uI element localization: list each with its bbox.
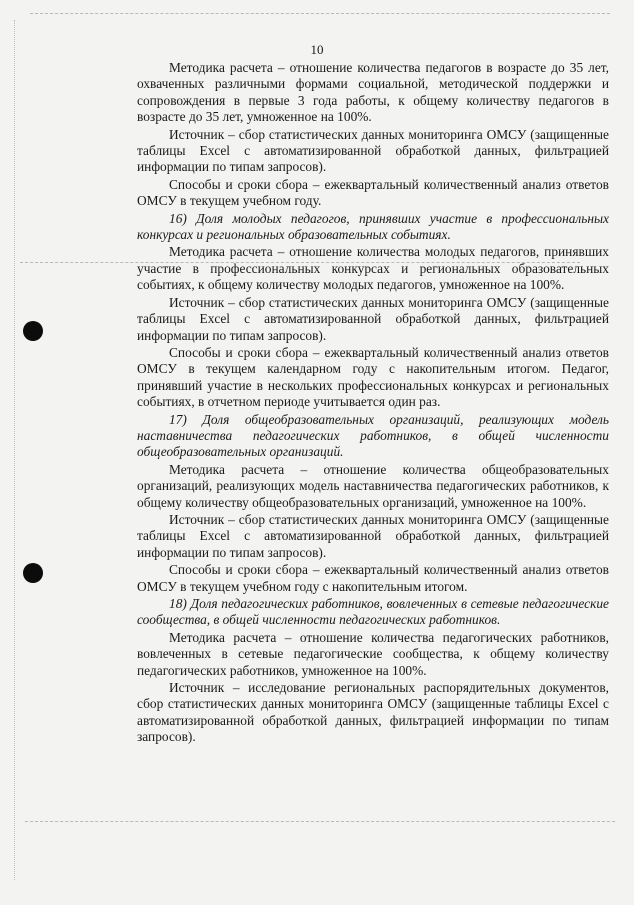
scan-artifact-line-bottom xyxy=(25,821,615,822)
paragraph-2-source: Источник – сбор статистических данных мониторинга ОМСУ (защищенные таблицы Excel с автоматизированной обработкой данных, фильтрацией информации по типам запросов). xyxy=(137,126,609,175)
indicator-17-heading: 17) Доля общеобразовательных организаций, реализующих модель наставничества педагогических работников, в общей численности общеобразовательных организаций. xyxy=(137,411,609,460)
paragraph-14-source: Источник – исследование региональных распорядительных документов, сбор статистических данных мониторинга ОМСУ (защищенные таблицы Excel с автоматизированной обработкой данных, фильтрацией информации по типам запросов). xyxy=(137,680,609,745)
paragraph-9-method: Методика расчета – отношение количества общеобразовательных организаций, реализующих модель наставничества педагогических работников, к общему количеству общеобразовательных организаций, умноженное на 100%. xyxy=(137,461,609,510)
indicator-16-heading: 16) Доля молодых педагогов, принявших участие в профессиональных конкурсах и региональных образовательных событиях. xyxy=(137,210,609,243)
page-number: 10 xyxy=(310,42,324,57)
indicator-18-heading: 18) Доля педагогических работников, вовлеченных в сетевые педагогические сообщества, в общей численности педагогических работников. xyxy=(137,596,609,628)
punch-hole-upper xyxy=(23,321,43,341)
scan-edge-marks xyxy=(14,20,15,880)
paragraph-3-collection: Способы и сроки сбора – ежеквартальный количественный анализ ответов ОМСУ в текущем учебном году. xyxy=(137,176,609,209)
scan-artifact-line-top xyxy=(30,13,610,14)
punch-hole-lower xyxy=(23,563,43,583)
paragraph-5-method: Методика расчета – отношение количества молодых педагогов, принявших участие в профессиональных конкурсах и региональных образовательных событиях, к общему количеству молодых педагогов, умноженное на 100%. xyxy=(137,244,609,293)
paragraph-10-source: Источник – сбор статистических данных мониторинга ОМСУ (защищенные таблицы Excel с автоматизированной обработкой данных, фильтрацией информации по типам запросов). xyxy=(137,511,609,560)
document-body xyxy=(137,60,609,747)
paragraph-7-collection: Способы и сроки сбора – ежеквартальный количественный анализ ответов ОМСУ в текущем календарном году с накопительным итогом. Педагог, принявший участие в нескольких профессиональных конкурсах и региональных событиях, в отчетном периоде учитывается один раз. xyxy=(137,344,609,410)
paragraph-11-collection: Способы и сроки сбора – ежеквартальный количественный анализ ответов ОМСУ в текущем учебном году с накопительным итогом. xyxy=(137,562,609,594)
paragraph-6-source: Источник – сбор статистических данных мониторинга ОМСУ (защищенные таблицы Excel с автоматизированной обработкой данных, фильтрацией информации по типам запросов). xyxy=(137,294,609,343)
paragraph-1-method: Методика расчета – отношение количества педагогов в возрасте до 35 лет, охваченных различными формами социальной, методической поддержки и сопровождения в первые 3 года работы, к общему количеству педагогов в возрасте до 35 лет, умноженное на 100%. xyxy=(137,60,609,125)
paragraph-13-method: Методика расчета – отношение количества педагогических работников, вовлеченных в сетевые педагогические сообщества, к общему количеству педагогических работников, умноженное на 100%. xyxy=(137,629,609,678)
